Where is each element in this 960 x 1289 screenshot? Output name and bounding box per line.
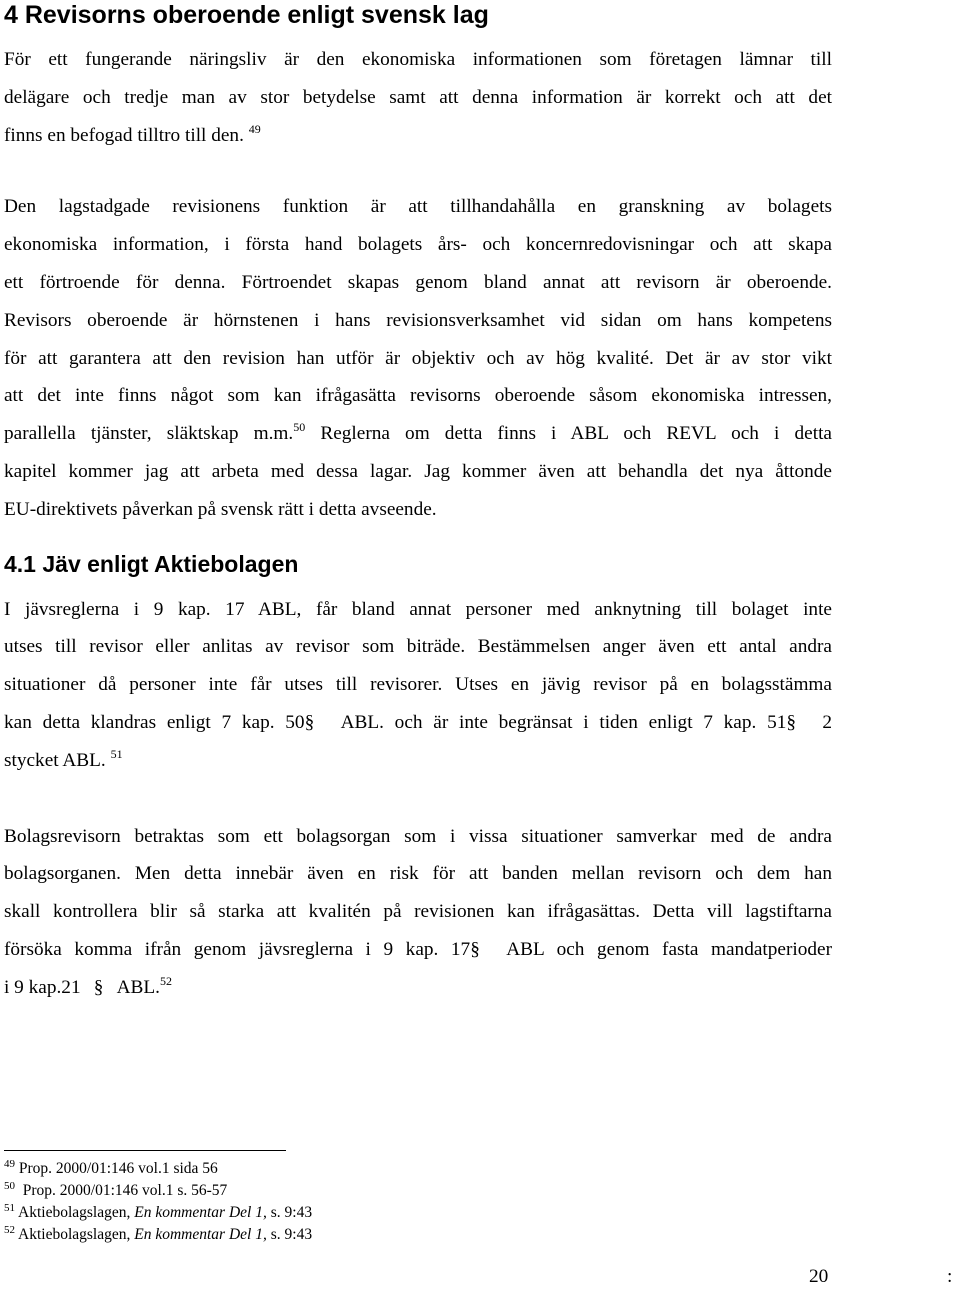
text-line: Revisors oberoende är hörnstenen i hans revisionsverksamhet vid sidan om hans kompetens xyxy=(4,309,832,331)
footnote-text: Aktiebolagslagen, xyxy=(18,1204,135,1221)
footnote-number: 52 xyxy=(4,1224,15,1236)
paragraph-jav xyxy=(4,591,832,780)
paragraph-bolagsorgan xyxy=(4,818,832,1007)
text-line: ekonomiska information, i första hand bolagets års- och koncernredovisningar och att skapa xyxy=(4,234,832,256)
page-number: 20 xyxy=(809,1266,829,1287)
footnote-ref-50: 50 xyxy=(293,420,306,435)
footnote-item xyxy=(4,1202,312,1224)
text-line xyxy=(4,969,832,1007)
footnote-text: Prop. 2000/01:146 vol.1 s. 56-57 xyxy=(22,1182,228,1199)
footnote-item xyxy=(4,1180,312,1202)
footnote-number: 50 xyxy=(4,1180,15,1192)
text-segment: ABL. xyxy=(116,976,160,998)
text-line: skall kontrollera blir så starka att kvalitén på revisionen kan ifrågasättas. Detta vill lagstiftarna xyxy=(4,901,832,923)
chapter-heading: 4 Revisorns oberoende enligt svensk lag xyxy=(4,1,489,29)
text-line: Bolagsrevisorn betraktas som ett bolagsorgan som i vissa situationer samverkar med de andra xyxy=(4,825,832,847)
section-symbol: § xyxy=(470,938,480,960)
text-segment: Reglerna om detta finns i ABL och REVL och i detta xyxy=(305,423,832,445)
text-line: att det inte finns något som kan ifrågasätta revisorns oberoende såsom ekonomiska intressen, xyxy=(4,385,832,407)
text-line xyxy=(4,415,832,453)
paragraph-intro xyxy=(4,41,832,154)
text-line: situationer då personer inte får utses till revisorer. Utses en jävig revisor på en bolagsstämma xyxy=(4,674,832,696)
section-heading: 4.1 Jäv enligt Aktiebolagen xyxy=(4,550,299,577)
footnotes xyxy=(4,1158,312,1246)
footnote-ref-52: 52 xyxy=(159,973,172,988)
footnote-text: s. 9:43 xyxy=(266,1204,313,1221)
text-line xyxy=(4,704,832,742)
footnote-italic: En kommentar Del 1, xyxy=(134,1226,267,1243)
document-page xyxy=(4,0,832,1007)
text-segment: 2 xyxy=(822,711,832,733)
footnote-text: s. 9:43 xyxy=(266,1226,313,1243)
text-line: ett förtroende för denna. Förtroendet skapas genom bland annat att revisorn är oberoende. xyxy=(4,271,832,293)
footnote-ref-49: 49 xyxy=(248,121,261,136)
text-line xyxy=(4,931,832,969)
text-line: för att garantera att den revision han utför är objektiv och av hög kvalité. Det är av stor vikt xyxy=(4,347,832,369)
text-line: EU-direktivets påverkan på svensk rätt i detta avseende. xyxy=(4,498,437,520)
footnote-divider xyxy=(4,1150,286,1151)
footnote-number: 49 xyxy=(4,1158,15,1170)
text-line: bolagsorganen. Men detta innebär även en risk för att banden mellan revisorn och dem han xyxy=(4,863,832,885)
text-segment: parallella tjänster, släktskap m.m. xyxy=(4,423,294,445)
footnote-number: 51 xyxy=(4,1202,15,1214)
footnote-text: Prop. 2000/01:146 vol.1 sida 56 xyxy=(18,1160,218,1177)
text-line xyxy=(4,117,832,155)
text-segment: försöka komma ifrån genom jävsreglerna i 9 kap. 17 xyxy=(4,938,471,960)
paragraph-function xyxy=(4,188,832,528)
footnote-text: Aktiebolagslagen, xyxy=(18,1226,135,1243)
footnote-item xyxy=(4,1158,312,1180)
text-line: Den lagstadgade revisionens funktion är att tillhandahålla en granskning av bolagets xyxy=(4,196,832,218)
text-segment: stycket ABL. xyxy=(4,749,106,771)
section-symbol: § xyxy=(93,976,104,998)
page-colon: : xyxy=(947,1266,953,1287)
text-line: kapitel kommer jag att arbeta med dessa lagar. Jag kommer även att behandla det nya åttonde xyxy=(4,460,832,482)
text-segment: i 9 kap.21 xyxy=(4,976,81,998)
text-segment: ABL och genom fasta mandatperioder xyxy=(506,938,832,960)
text-line: För ett fungerande näringsliv är den ekonomiska informationen som företagen lämnar till xyxy=(4,49,832,70)
footnote-item xyxy=(4,1224,312,1246)
text-segment: ABL. och är inte begränsat i tiden enligt 7 kap. 51 xyxy=(340,711,787,733)
footnote-ref-51: 51 xyxy=(110,746,123,761)
footnote-italic: En kommentar Del 1, xyxy=(134,1204,267,1221)
text-segment: finns en befogad tilltro till den. xyxy=(4,124,244,146)
text-line: utses till revisor eller anlitas av revisor som biträde. Bestämmelsen anger även ett antal andra xyxy=(4,636,832,658)
text-line: I jävsreglerna i 9 kap. 17 ABL, får bland annat personer med anknytning till bolaget inte xyxy=(4,598,832,620)
text-line: delägare och tredje man av stor betydelse samt att denna information är korrekt och att det xyxy=(4,86,832,108)
section-symbol: § xyxy=(786,711,796,733)
section-symbol: § xyxy=(304,711,315,733)
text-line xyxy=(4,742,832,780)
text-segment: kan detta klandras enligt 7 kap. 50 xyxy=(4,711,305,733)
